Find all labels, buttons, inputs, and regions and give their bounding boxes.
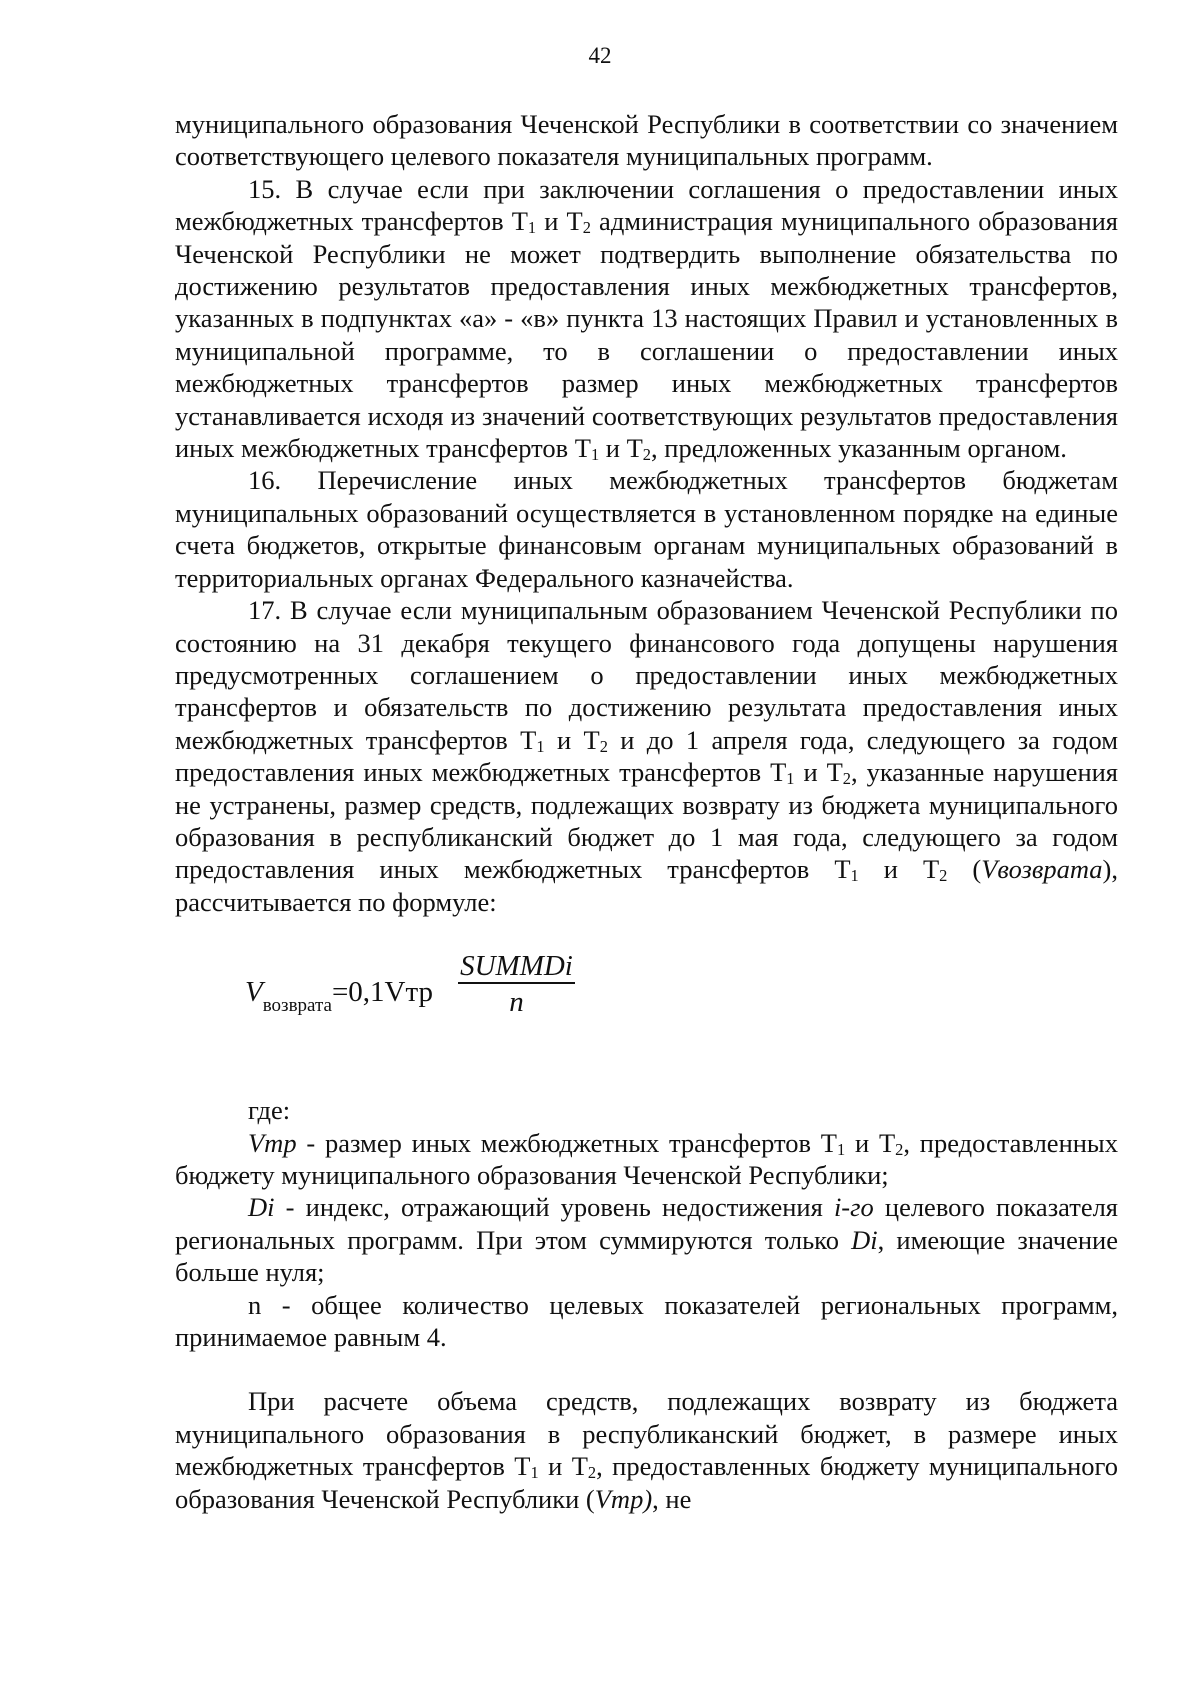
formula-numerator: SUMMDi: [458, 950, 575, 984]
definition-di: Di - индекс, отражающий уровень недостижения i-го целевого показателя региональных программ. При этом суммируются только Di, имеющие значение больше нуля;: [175, 1192, 1118, 1288]
paragraph-continuation: муниципального образования Чеченской Республики в соответствии со значением соответствующего целевого показателя муниципальных программ.: [175, 109, 1118, 172]
paragraph-16: 16. Перечисление иных межбюджетных трансфертов бюджетам муниципальных образований осуществляется в установленном порядке на единые счета бюджетов, открытые финансовым органам муниципальных образований в территориальных органах Федерального казначейства.: [175, 465, 1118, 593]
where-label: где:: [248, 1095, 291, 1126]
document-body: [175, 108, 1118, 1515]
formula-fraction: [458, 950, 575, 1020]
definition-vtr: Vтр - размер иных межбюджетных трансфертов $Т_1$ и $Т_2$, предоставленных бюджету муниципального образования Чеченской Республики;: [175, 1127, 1118, 1190]
paragraph-17: 17. В случае если муниципальным образованием Чеченской Республики по состоянию на 31 декабря текущего финансового года допущены нарушения предусмотренных соглашением о предоставлении иных межбюджетных трансфертов и обязательств по достижению результата предоставления иных межбюджетных трансфертов $Т_1$ и $Т_2$ и до 1 апреля года, следующего за годом предоставления иных межбюджетных трансфертов $Т_1$ и $Т_2$, указанные нарушения не устранены, размер средств, подлежащих возврату из бюджета муниципального образования в республиканский бюджет до 1 мая года, следующего за годом предоставления иных межбюджетных трансфертов $Т_1$ и $Т_2$ (Vвозврата), рассчитывается по формуле:: [175, 595, 1118, 917]
paragraph-15: 15. В случае если при заключении соглашения о предоставлении иных межбюджетных трансфертов $Т_1$ и $Т_2$ администрация муниципального образования Чеченской Республики не может подтвердить выполнение обязательства по достижению результатов предоставления иных межбюджетных трансфертов, указанных в подпунктах «а» - «в» пункта 13 настоящих Правил и установленных в муниципальной программе, то в соглашении о предоставлении иных межбюджетных трансфертов размер иных межбюджетных трансфертов устанавливается исходя из значений соответствующих результатов предоставления иных межбюджетных трансфертов $Т_1$ и $Т_2$, предложенных указанным органом.: [175, 173, 1118, 465]
formula-denominator: n: [509, 986, 524, 1019]
paragraph-calculation: При расчете объема средств, подлежащих возврату из бюджета муниципального образования в республиканский бюджет, в размере иных межбюджетных трансфертов $Т_1$ и $Т_2$, предоставленных бюджету муниципального образования Чеченской Республики (Vтр), не: [175, 1386, 1118, 1514]
definition-n: n - общее количество целевых показателей региональных программ, принимаемое равным 4.: [175, 1289, 1118, 1352]
formula-left-side: $V_{возврата}=0,1Vтр$: [245, 976, 434, 1017]
return-formula: [175, 936, 1118, 1056]
page-number: 42: [588, 43, 612, 68]
